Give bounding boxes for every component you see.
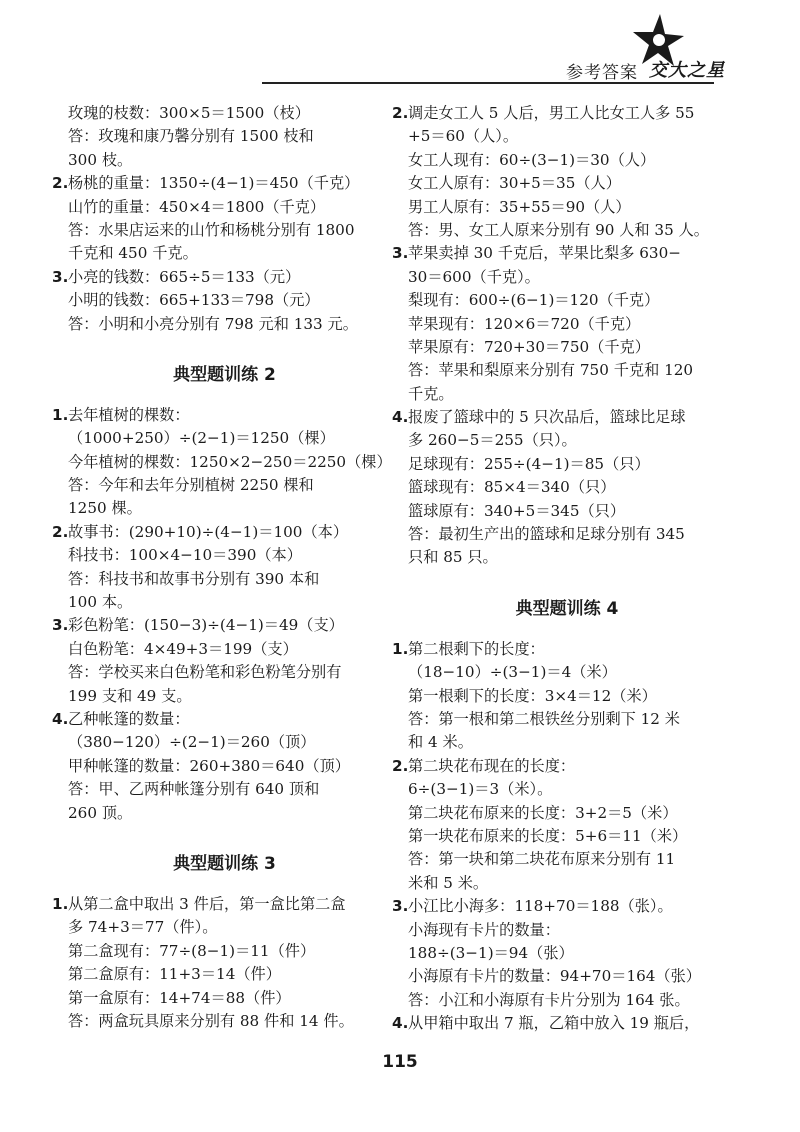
answer-line: 米和 5 米。 [408,873,489,892]
question-number: 4. [392,408,409,427]
section2-question-3 [52,614,397,708]
section2-question-1 [52,404,397,521]
answer-line: 调走女工人 5 人后，男工人比女工人多 55 [408,104,695,122]
section2-question-4 [52,708,397,825]
section4-question-1 [392,638,742,755]
answer-line: 答：第一根和第二根铁丝分别剩下 12 米 [408,709,680,728]
answer-line: 杨桃的重量：1350÷(4−1)＝450（千克） [68,174,360,193]
section2-question-2 [52,521,397,615]
answer-line: 答：小明和小亮分别有 798 元和 133 元。 [68,314,358,333]
question-number: 4. [52,709,69,728]
question-number: 2. [52,174,69,193]
answer-line: 和 4 米。 [408,733,473,752]
question-number: 1. [52,894,69,913]
answer-line: 小海原有卡片的数量：94+70＝164（张） [408,967,701,986]
answer-line: 答：小江和小海原有卡片分别为 164 张。 [408,990,690,1009]
answer-line: 白色粉笔：4×49+3＝199（支） [68,639,298,658]
answer-line: 答：科技书和故事书分别有 390 本和 [68,569,320,588]
answer-line: 甲种帐篷的数量：260+380＝640（顶） [68,756,350,775]
answer-line: 第二块花布现在的长度： [408,756,576,775]
answer-line: （380−120）÷(2−1)＝260（顶） [68,733,316,752]
answer-line: 篮球原有：340+5＝345（只） [408,501,626,520]
question-number: 3. [392,244,409,263]
answer-line: 答：男、女工人原来分别有 90 人和 35 人。 [408,220,709,239]
answer-line: 答：第一块和第二块花布原来分别有 11 [408,850,676,869]
answer-line: 多 74+3＝77（件）。 [68,918,218,937]
answer-line: 去年植树的棵数： [68,405,190,424]
section4-question-2 [392,755,742,895]
answer-line: 彩色粉笔：(150−3)÷(4−1)＝49（支） [68,616,344,635]
answer-line: 6÷(3−1)＝3（米）。 [408,780,553,799]
question-number: 3. [392,897,409,916]
answer-line: 1250 棵。 [68,499,142,518]
answer-line: 多 260−5＝255（只）。 [408,431,577,450]
page-header [0,0,800,100]
answer-line: 答：最初生产出的篮球和足球分别有 345 [408,525,685,544]
answer-line: 第二根剩下的长度： [408,639,545,658]
question-3 [52,266,397,336]
answer-line: 答：今年和去年分别植树 2250 棵和 [68,476,314,495]
answer-line: 男工人原有：35+55＝90（人） [408,197,631,216]
answer-line: （18−10）÷(3−1)＝4（米） [408,663,617,682]
answer-line: 山竹的重量：450×4＝1800（千克） [68,197,326,216]
answer-line: 答：玫瑰和康乃馨分别有 1500 枝和 [68,127,314,146]
answer-line: 答：甲、乙两种帐篷分别有 640 顶和 [68,780,320,799]
header-label: 参考答案 [566,63,638,83]
question-number: 3. [52,267,69,286]
answer-line: 小明的钱数：665+133＝798（元） [68,291,320,310]
question-4 [392,406,742,570]
right-column [392,102,742,1035]
answer-line: 报废了篮球中的 5 只次品后，篮球比足球 [408,408,686,427]
section4-question-4 [392,1012,742,1035]
answer-line: 只和 85 只。 [408,548,498,567]
answer-line: 第一盒原有：14+74＝88（件） [68,988,291,1007]
answer-line: 第二块花布原来的长度：3+2＝5（米） [408,803,678,822]
answer-line: 答：学校买来白色粉笔和彩色粉笔分别有 [68,663,342,682]
answer-line: 第二盒原有：11+3＝14（件） [68,965,281,984]
answer-line: 苹果卖掉 30 千克后，苹果比梨多 630− [408,244,681,263]
section4-question-3 [392,895,742,1012]
answer-line: 260 顶。 [68,803,133,822]
answer-line: 第一根剩下的长度：3×4＝12（米） [408,686,657,705]
intro-answer [52,102,397,172]
answer-line: 从第二盒中取出 3 件后，第一盒比第二盒 [68,894,346,913]
question-number: 1. [52,405,69,424]
answer-line: 从甲箱中取出 7 瓶，乙箱中放入 19 瓶后， [408,1014,700,1033]
answer-line: 足球现有：255÷(4−1)＝85（只） [408,454,650,473]
question-number: 2. [392,756,409,775]
question-number: 4. [392,1014,409,1033]
question-number: 2. [392,104,409,122]
answer-line: 梨现有：600÷(6−1)＝120（千克） [408,291,660,310]
answer-line: 篮球现有：85×4＝340（只） [408,478,616,497]
answer-line: 答：两盒玩具原来分别有 88 件和 14 件。 [68,1011,354,1030]
answer-line: 小海现有卡片的数量： [408,920,560,939]
answer-line: 千克。 [408,384,454,403]
answer-line: （1000+250）÷(2−1)＝1250（棵） [68,429,335,448]
answer-line: 女工人原有：30+5＝35（人） [408,174,621,193]
answer-line: 第二盒现有：77÷(8−1)＝11（件） [68,941,316,960]
answer-line: 答：苹果和梨原来分别有 750 千克和 120 [408,361,694,380]
question-number: 1. [392,639,409,658]
left-column [52,102,397,1033]
answer-line: 故事书：(290+10)÷(4−1)＝100（本） [68,522,349,541]
answer-line: 第一块花布原来的长度：5+6＝11（米） [408,826,688,845]
answer-line: 300 枝。 [68,150,133,169]
answer-line: 科技书：100×4−10＝390（本） [68,546,302,565]
section-title: 典型题训练 2 [173,364,276,385]
header-brand: 交大之星 [649,60,725,81]
answer-line: 千克和 450 千克。 [68,244,198,263]
question-3 [392,242,742,406]
answer-line: 188÷(3−1)＝94（张） [408,943,574,962]
answer-line: 30＝600（千克）。 [408,267,540,286]
answer-line: 女工人现有：60÷(3−1)＝30（人） [408,150,656,169]
question-number: 2. [52,522,69,541]
answer-line: 今年植树的棵数：1250×2−250＝2250（棵） [68,452,392,471]
section3-question-1 [52,893,397,1033]
answer-line: +5＝60（人）。 [408,127,519,146]
answer-line: 乙种帐篷的数量： [68,709,190,728]
answer-line: 苹果原有：720+30＝750（千克） [408,337,650,356]
question-2 [52,172,397,266]
answer-line: 100 本。 [68,593,133,612]
answer-line: 199 支和 49 支。 [68,686,192,705]
answer-line: 小江比小海多：118+70＝188（张）。 [408,897,673,916]
answer-line: 玫瑰的枝数：300×5＝1500（枝） [68,104,310,122]
page-number: 115 [382,1052,418,1072]
header-rule [262,82,714,84]
question-number: 3. [52,616,69,635]
section-title: 典型题训练 4 [515,598,619,619]
answer-line: 小亮的钱数：665÷5＝133（元） [68,267,301,286]
answer-line: 苹果现有：120×6＝720（千克） [408,314,641,333]
question-2 [392,102,742,242]
section-title: 典型题训练 3 [173,853,276,874]
answer-line: 答：水果店运来的山竹和杨桃分别有 1800 [68,220,355,239]
